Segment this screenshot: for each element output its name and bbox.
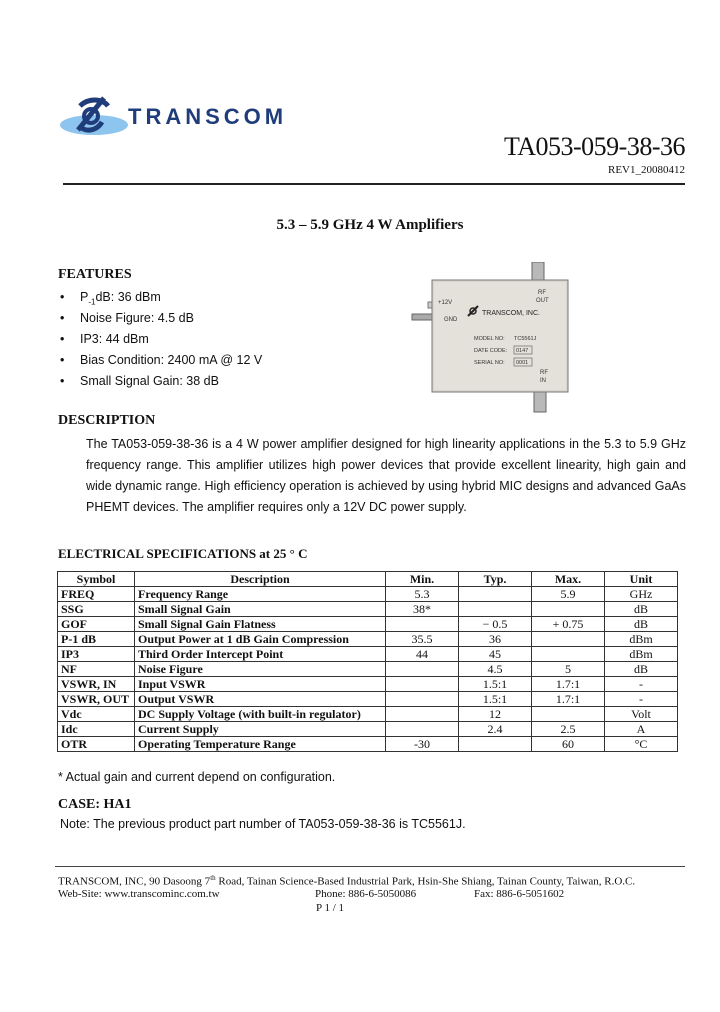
spec-row — [58, 587, 678, 602]
spec-cell-max: 1.7:1 — [532, 677, 605, 692]
product-photo — [408, 262, 593, 414]
description-heading: DESCRIPTION — [58, 413, 156, 428]
feature-item — [60, 352, 262, 373]
spec-cell-unit: A — [605, 722, 678, 737]
spec-cell-symbol: P-1 dB — [58, 632, 135, 647]
spec-cell-typ: 12 — [459, 707, 532, 722]
features-heading: FEATURES — [58, 267, 132, 282]
spec-cell-max: 5 — [532, 662, 605, 677]
spec-cell-max: 2.5 — [532, 722, 605, 737]
spec-cell-typ: 1.5:1 — [459, 677, 532, 692]
col-description: Description — [135, 572, 386, 587]
bullet-icon: • — [60, 290, 65, 304]
col-typ: Typ. — [459, 572, 532, 587]
feature-text: Bias Condition: 2400 mA @ 12 V — [80, 353, 263, 367]
spec-cell-typ: 45 — [459, 647, 532, 662]
case-heading: CASE: HA1 — [58, 797, 132, 812]
spec-cell-typ: 36 — [459, 632, 532, 647]
spec-cell-unit: Volt — [605, 707, 678, 722]
feature-item — [60, 373, 262, 394]
spec-cell-symbol: NF — [58, 662, 135, 677]
spec-cell-symbol: GOF — [58, 617, 135, 632]
spec-cell-unit: dB — [605, 617, 678, 632]
spec-cell-min: 35.5 — [386, 632, 459, 647]
footnote: * Actual gain and current depend on configuration. — [58, 770, 336, 784]
spec-cell-symbol: SSG — [58, 602, 135, 617]
date-label: DATE CODE: — [474, 348, 508, 354]
col-max: Max. — [532, 572, 605, 587]
spec-cell-min: -30 — [386, 737, 459, 752]
spec-cell-min — [386, 677, 459, 692]
spec-row — [58, 602, 678, 617]
page-number: P 1 / 1 — [316, 902, 345, 914]
feature-prefix: P — [80, 290, 89, 304]
spec-row — [58, 692, 678, 707]
feature-text: dB: 36 dBm — [95, 290, 161, 304]
footer-website[interactable]: Web-Site: www.transcominc.com.tw — [58, 888, 220, 900]
spec-row — [58, 677, 678, 692]
spec-cell-desc: Third Order Intercept Point — [135, 647, 386, 662]
spec-row — [58, 617, 678, 632]
revision: REV1_20080412 — [608, 164, 685, 176]
col-unit: Unit — [605, 572, 678, 587]
spec-cell-max — [532, 632, 605, 647]
spec-cell-typ: 4.5 — [459, 662, 532, 677]
bullet-icon: • — [60, 332, 65, 346]
spec-cell-min — [386, 707, 459, 722]
bullet-icon: • — [60, 374, 65, 388]
spec-cell-max — [532, 647, 605, 662]
footer-rule — [55, 866, 685, 867]
spec-cell-max: + 0.75 — [532, 617, 605, 632]
spec-cell-desc: Frequency Range — [135, 587, 386, 602]
spec-cell-unit: dB — [605, 602, 678, 617]
model-label: MODEL NO: — [474, 336, 505, 342]
spec-cell-symbol: IP3 — [58, 647, 135, 662]
footer-address — [58, 874, 635, 888]
spec-cell-min: 44 — [386, 647, 459, 662]
spec-cell-min — [386, 692, 459, 707]
gnd-label: GND — [444, 317, 458, 323]
plus12v-label: +12V — [438, 300, 453, 306]
serial-value: 0001 — [516, 360, 529, 366]
feature-item — [60, 310, 262, 331]
photo-brand: TRANSCOM, INC. — [482, 310, 540, 317]
spec-cell-min: 5.3 — [386, 587, 459, 602]
spec-row — [58, 632, 678, 647]
spec-cell-typ: 2.4 — [459, 722, 532, 737]
spec-cell-typ — [459, 602, 532, 617]
bullet-icon: • — [60, 353, 65, 367]
spec-cell-unit: - — [605, 677, 678, 692]
spec-row — [58, 647, 678, 662]
description-text: The TA053-059-38-36 is a 4 W power amplifier designed for high linearity applications in the 5.3 to 5.9 GHz frequency range. This amplifier utilizes high power devices that provide excellent linearity, high gain and wide dynamic range. High efficiency operation is achieved by using hybrid MIC designs and advanced GaAs PHEMT devices. The amplifier requires only a 12V DC power supply. — [86, 437, 686, 514]
company-name: TRANSCOM — [128, 104, 288, 129]
spec-cell-min: 38* — [386, 602, 459, 617]
feature-text: Noise Figure: 4.5 dB — [80, 311, 194, 325]
previous-part-note: Note: The previous product part number of TA053-059-38-36 is TC5561J. — [60, 817, 466, 831]
spec-cell-max: 60 — [532, 737, 605, 752]
spec-cell-symbol: Idc — [58, 722, 135, 737]
spec-cell-max — [532, 602, 605, 617]
spec-cell-max: 1.7:1 — [532, 692, 605, 707]
spec-cell-typ: 1.5:1 — [459, 692, 532, 707]
rf-out-label: RF — [538, 290, 546, 296]
spec-cell-typ — [459, 737, 532, 752]
spec-row — [58, 722, 678, 737]
spec-cell-symbol: Vdc — [58, 707, 135, 722]
spec-cell-unit: dBm — [605, 647, 678, 662]
spec-cell-desc: Small Signal Gain — [135, 602, 386, 617]
feature-text: IP3: 44 dBm — [80, 332, 149, 346]
features-list — [60, 289, 262, 394]
col-min: Min. — [386, 572, 459, 587]
spec-cell-desc: Operating Temperature Range — [135, 737, 386, 752]
spec-cell-max — [532, 707, 605, 722]
spec-cell-symbol: VSWR, OUT — [58, 692, 135, 707]
spec-cell-unit: GHz — [605, 587, 678, 602]
col-symbol: Symbol — [58, 572, 135, 587]
spec-cell-desc: Output VSWR — [135, 692, 386, 707]
date-value: 0147 — [516, 348, 529, 354]
feature-item — [60, 331, 262, 352]
address-superscript: th — [210, 874, 216, 882]
spec-cell-desc: DC Supply Voltage (with built-in regulator) — [135, 707, 386, 722]
spec-cell-desc: Output Power at 1 dB Gain Compression — [135, 632, 386, 647]
footer-phone: Phone: 886-6-5050086 — [315, 888, 417, 900]
spec-cell-unit: °C — [605, 737, 678, 752]
feature-subscript: -1 — [88, 297, 96, 307]
spec-cell-unit: dBm — [605, 632, 678, 647]
address-part: Road, Tainan Science-Based Industrial Park, Hsin-She Shiang, Tainan County, Taiwan, R.O.C. — [215, 875, 636, 888]
bullet-icon: • — [60, 311, 65, 325]
spec-cell-desc: Noise Figure — [135, 662, 386, 677]
feature-text: Small Signal Gain: 38 dB — [80, 374, 219, 388]
spec-row — [58, 737, 678, 752]
spec-cell-desc: Input VSWR — [135, 677, 386, 692]
model-value: TC5561J — [514, 336, 537, 342]
spec-cell-min — [386, 722, 459, 737]
rf-in-label-2: IN — [540, 378, 546, 384]
spec-cell-min — [386, 662, 459, 677]
spec-cell-typ — [459, 587, 532, 602]
document-title: 5.3 – 5.9 GHz 4 W Amplifiers — [276, 217, 464, 233]
header-rule — [63, 183, 685, 185]
spec-cell-unit: - — [605, 692, 678, 707]
serial-label: SERIAL NO: — [474, 360, 505, 366]
spec-cell-max: 5.9 — [532, 587, 605, 602]
spec-cell-symbol: FREQ — [58, 587, 135, 602]
spec-cell-symbol: VSWR, IN — [58, 677, 135, 692]
spec-header-row — [58, 572, 678, 587]
spec-cell-symbol: OTR — [58, 737, 135, 752]
spec-table — [57, 571, 678, 752]
spec-cell-typ: − 0.5 — [459, 617, 532, 632]
rf-in-label: RF — [540, 370, 548, 376]
spec-row — [58, 662, 678, 677]
specs-heading: ELECTRICAL SPECIFICATIONS at 25 ° C — [58, 546, 308, 561]
footer-fax: Fax: 886-6-5051602 — [474, 888, 565, 900]
spec-cell-min — [386, 617, 459, 632]
spec-cell-desc: Current Supply — [135, 722, 386, 737]
address-part: TRANSCOM, INC, 90 Dasoong 7 — [58, 875, 211, 888]
rf-out-label-2: OUT — [536, 298, 549, 304]
part-number: TA053-059-38-36 — [503, 132, 685, 161]
spec-row — [58, 707, 678, 722]
feature-item — [60, 289, 262, 310]
spec-cell-desc: Small Signal Gain Flatness — [135, 617, 386, 632]
spec-cell-unit: dB — [605, 662, 678, 677]
